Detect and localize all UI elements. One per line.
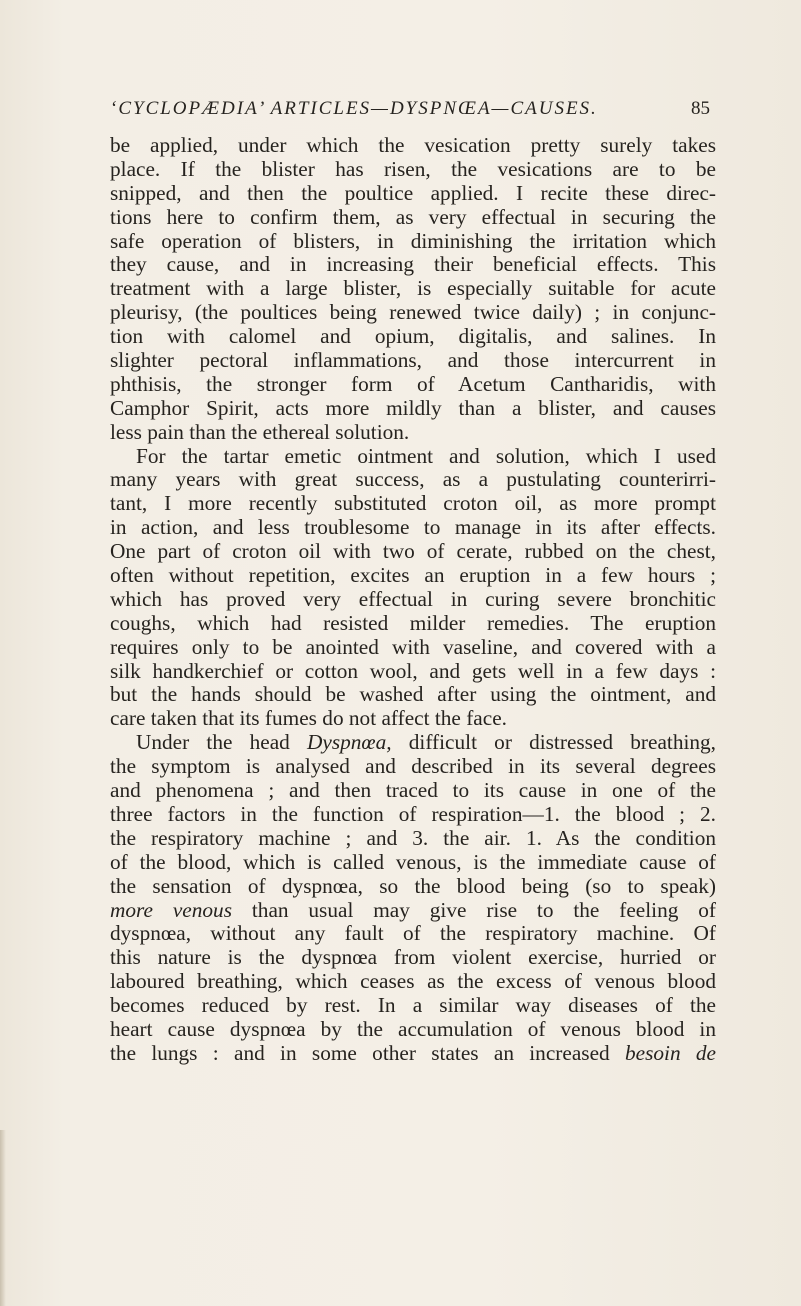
text-line: laboured breathing, which ceases as the excess of venous blood [110,969,716,994]
text-line: of the blood, which is called venous, is the immediate cause of [110,849,716,874]
text-line-final [110,1042,716,1066]
text-line: tions here to confirm them, as very effectual in securing the [110,204,716,229]
text-line-more-venous [110,899,716,923]
text-line: pleurisy, (the poultices being renewed twice daily) ; in conjunc- [110,300,716,325]
text-line: coughs, which had resisted milder remedies. The eruption [110,610,716,635]
italic-term: more venous [110,897,232,922]
page-edge-shadow [0,1130,6,1306]
text-line: they cause, and in increasing their beneficial effects. This [110,252,716,277]
text-line: Camphor Spirit, acts more mildly than a blister, and causes [110,395,716,420]
text-line: heart cause dyspnœa by the accumulation of venous blood in [110,1016,716,1041]
text-line: slighter pectoral inflammations, and those intercurrent in [110,348,716,373]
text-line: For the tartar emetic ointment and solution, which I used [136,443,716,468]
text-run: than usual may give rise to the feeling of [251,897,716,922]
page-number: 85 [691,98,710,119]
text-line: three factors in the function of respiration—1. the blood ; 2. [110,801,716,826]
text-line: the respiratory machine ; and 3. the air. 1. As the condition [110,825,716,850]
italic-term: Dyspnœa, [306,730,392,755]
text-line: treatment with a large blister, is especially suitable for acute [110,276,716,301]
text-line: silk handkerchief or cotton wool, and gets well in a few days : [110,658,716,683]
italic-term: besoin de [624,1040,716,1065]
running-title: ‘CYCLOPÆDIA’ ARTICLES—DYSPNŒA—CAUSES. [110,98,598,119]
text-line: tant, I more recently substituted croton oil, as more prompt [110,491,716,516]
text-line-dyspnoea-heading [110,731,716,755]
text-line: be applied, under which the vesication pretty surely takes [110,133,716,157]
text-line: snipped, and then the poultice applied. I recite these direc- [110,180,716,205]
text-line: which has proved very effectual in curing severe bronchitic [110,586,716,611]
text-run: difficult or distressed breathing, [391,730,716,755]
text-line: many years with great success, as a pustulating counterirri- [110,467,716,492]
text-line: becomes reduced by rest. In a similar way diseases of the [110,993,716,1018]
text-line: often without repetition, excites an eruption in a few hours ; [110,563,716,588]
text-line: requires only to be anointed with vaseline, and covered with a [110,634,716,659]
text-line: One part of croton oil with two of cerate, rubbed on the chest, [110,539,716,564]
running-header [110,98,710,128]
text-line: the symptom is analysed and described in its several degrees [110,754,716,779]
text-line: this nature is the dyspnœa from violent exercise, hurried or [110,945,716,970]
text-line: and phenomena ; and then traced to its cause in one of the [110,778,716,803]
text-line: care taken that its fumes do not affect the face. [110,706,507,731]
text-line: in action, and less troublesome to manage in its after effects. [110,515,716,540]
text-line: dyspnœa, without any fault of the respiratory machine. Of [110,921,716,946]
text-line: the sensation of dyspnœa, so the blood being (so to speak) [110,873,716,898]
text-line: safe operation of blisters, in diminishing the irritation which [110,228,716,253]
text-line: tion with calomel and opium, digitalis, and salines. In [110,324,716,349]
text-line: less pain than the ethereal solution. [110,419,410,444]
body-text [110,134,716,1066]
text-run: Under the head [136,730,307,755]
text-run: the lungs : and in some other states an increased [110,1040,610,1065]
text-line: place. If the blister has risen, the vesications are to be [110,156,716,181]
text-line: but the hands should be washed after using the ointment, and [110,682,716,707]
text-line: phthisis, the stronger form of Acetum Cantharidis, with [110,371,716,396]
